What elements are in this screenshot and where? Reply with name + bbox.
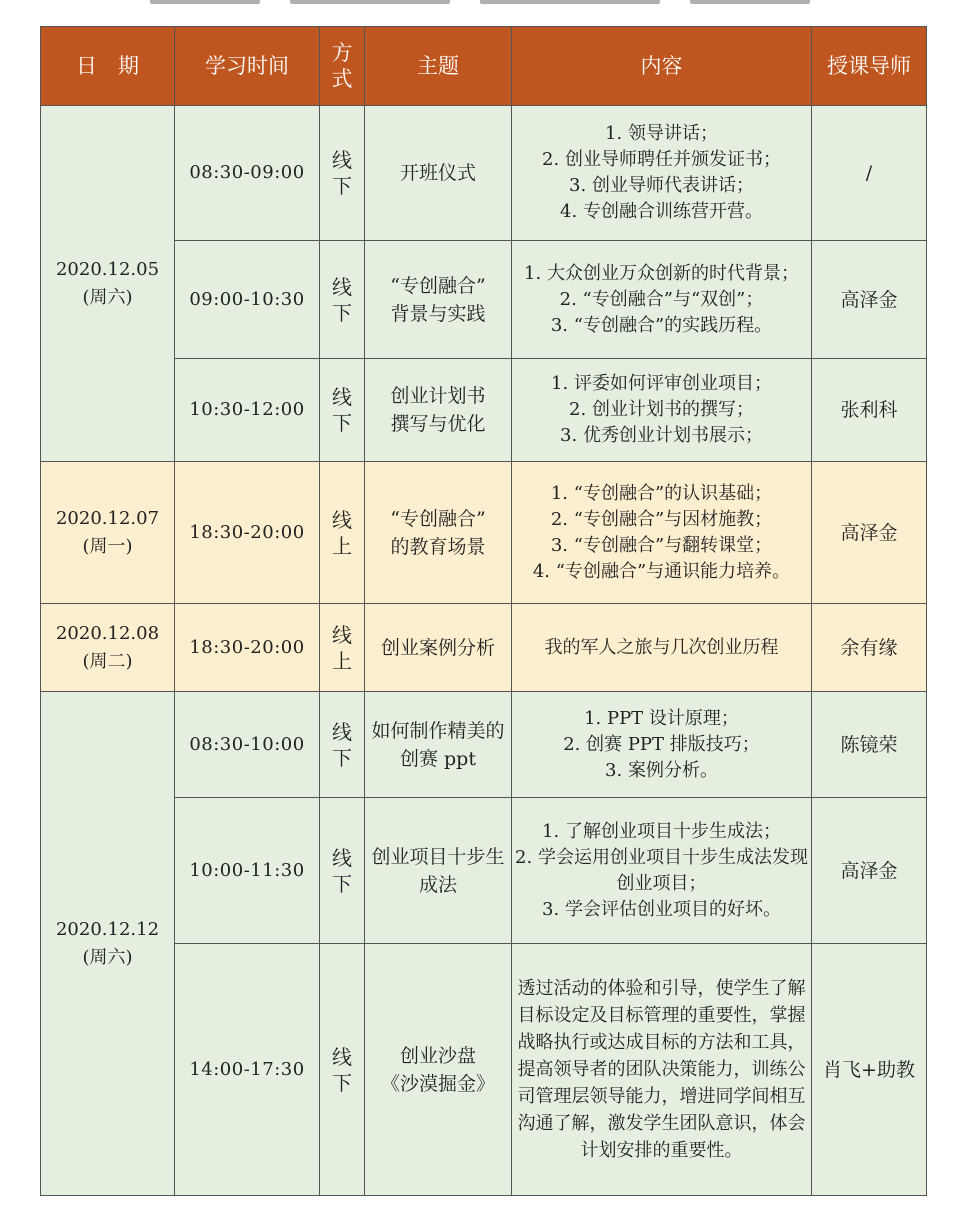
content-cell: 1. PPT 设计原理； 2. 创赛 PPT 排版技巧； 3. 案例分析。 bbox=[512, 692, 812, 798]
topic-cell: 如何制作精美的创赛 ppt bbox=[365, 692, 512, 798]
teacher-cell: 肖飞+助教 bbox=[812, 944, 927, 1196]
teacher-cell: 余有缘 bbox=[812, 604, 927, 692]
date-cell: 2020.12.07 (周一) bbox=[41, 462, 175, 604]
schedule-table bbox=[40, 26, 927, 1196]
content-cell: 透过活动的体验和引导，使学生了解目标设定及目标管理的重要性，掌握战略执行或达成目标的方法和工具，提高领导者的团队决策能力，训练公司管理层领导能力，增进同学间相互沟通了解，激发学生团队意识，体会计划安排的重要性。 bbox=[512, 944, 812, 1196]
content-cell: 1. 评委如何评审创业项目； 2. 创业计划书的撰写； 3. 优秀创业计划书展示； bbox=[512, 359, 812, 462]
header-teacher: 授课导师 bbox=[812, 27, 927, 106]
teacher-cell: 高泽金 bbox=[812, 798, 927, 944]
header-mode: 方式 bbox=[320, 27, 365, 106]
mode-cell: 线下 bbox=[320, 241, 365, 359]
teacher-cell: 高泽金 bbox=[812, 462, 927, 604]
topic-cell: 创业案例分析 bbox=[365, 604, 512, 692]
content-cell: 我的军人之旅与几次创业历程 bbox=[512, 604, 812, 692]
date-cell: 2020.12.05 (周六) bbox=[41, 106, 175, 462]
time-cell: 18:30-20:00 bbox=[175, 462, 320, 604]
table-row bbox=[41, 692, 927, 798]
date-cell: 2020.12.12 (周六) bbox=[41, 692, 175, 1196]
mode-cell: 线上 bbox=[320, 462, 365, 604]
topic-cell: 开班仪式 bbox=[365, 106, 512, 241]
content-cell: 1. 领导讲话； 2. 创业导师聘任并颁发证书； 3. 创业导师代表讲话； 4. 专创融合训练营开营。 bbox=[512, 106, 812, 241]
date-cell: 2020.12.08 (周二) bbox=[41, 604, 175, 692]
time-cell: 08:30-10:00 bbox=[175, 692, 320, 798]
mode-cell: 线下 bbox=[320, 944, 365, 1196]
teacher-cell: / bbox=[812, 106, 927, 241]
header-topic: 主题 bbox=[365, 27, 512, 106]
table-row bbox=[41, 106, 927, 241]
topic-cell: “专创融合” 背景与实践 bbox=[365, 241, 512, 359]
header-content: 内容 bbox=[512, 27, 812, 106]
content-cell: 1. “专创融合”的认识基础； 2. “专创融合”与因材施教； 3. “专创融合”与翻转课堂； 4. “专创融合”与通识能力培养。 bbox=[512, 462, 812, 604]
table-row bbox=[41, 604, 927, 692]
teacher-cell: 高泽金 bbox=[812, 241, 927, 359]
header-time: 学习时间 bbox=[175, 27, 320, 106]
topic-cell: 创业项目十步生成法 bbox=[365, 798, 512, 944]
time-cell: 09:00-10:30 bbox=[175, 241, 320, 359]
mode-cell: 线下 bbox=[320, 798, 365, 944]
cropped-title-strip bbox=[0, 0, 964, 22]
teacher-cell: 陈镜荣 bbox=[812, 692, 927, 798]
time-cell: 14:00-17:30 bbox=[175, 944, 320, 1196]
topic-cell: “专创融合” 的教育场景 bbox=[365, 462, 512, 604]
teacher-cell: 张利科 bbox=[812, 359, 927, 462]
header-row bbox=[41, 27, 927, 106]
time-cell: 10:30-12:00 bbox=[175, 359, 320, 462]
table-row bbox=[41, 462, 927, 604]
header-date: 日 期 bbox=[41, 27, 175, 106]
mode-cell: 线下 bbox=[320, 106, 365, 241]
topic-cell: 创业沙盘 《沙漠掘金》 bbox=[365, 944, 512, 1196]
time-cell: 10:00-11:30 bbox=[175, 798, 320, 944]
content-cell: 1. 了解创业项目十步生成法； 2. 学会运用创业项目十步生成法发现创业项目； 3. 学会评估创业项目的好坏。 bbox=[512, 798, 812, 944]
content-cell: 1. 大众创业万众创新的时代背景； 2. “专创融合”与“双创”； 3. “专创融合”的实践历程。 bbox=[512, 241, 812, 359]
time-cell: 08:30-09:00 bbox=[175, 106, 320, 241]
mode-cell: 线下 bbox=[320, 359, 365, 462]
mode-cell: 线上 bbox=[320, 604, 365, 692]
topic-cell: 创业计划书 撰写与优化 bbox=[365, 359, 512, 462]
time-cell: 18:30-20:00 bbox=[175, 604, 320, 692]
mode-cell: 线下 bbox=[320, 692, 365, 798]
